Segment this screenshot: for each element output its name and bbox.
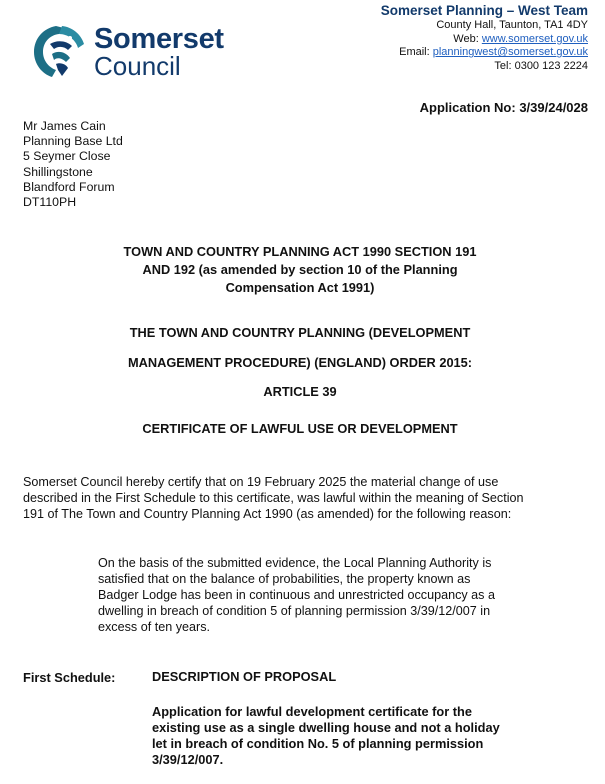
schedule-title: DESCRIPTION OF PROPOSAL: [152, 669, 337, 684]
order-heading-line2: MANAGEMENT PROCEDURE) (ENGLAND) ORDER 2015:: [127, 355, 473, 370]
telephone: Tel: 0300 123 2224: [494, 59, 588, 72]
address-line: Shillingstone: [23, 164, 93, 179]
recipient-address: [23, 119, 123, 210]
description-line: let in breach of condition No. 5 of planning permission: [152, 736, 484, 751]
paragraph-line: Somerset Council hereby certify that on 19 February 2025 the material change of use: [23, 475, 499, 489]
reason-paragraph: [98, 555, 568, 635]
paragraph-line: satisfied that on the balance of probabilities, the property known as: [98, 572, 471, 586]
paragraph-line: dwelling in breach of condition 5 of planning permission 3/39/12/007 in: [98, 604, 491, 618]
application-number: Application No: 3/39/24/028: [419, 100, 588, 115]
team-name: Somerset Planning – West Team: [380, 3, 588, 18]
paragraph-line: excess of ten years.: [98, 620, 210, 634]
certificate-heading: CERTIFICATE OF LAWFUL USE OR DEVELOPMENT: [142, 421, 458, 436]
description-line: Application for lawful development certificate for the: [152, 704, 472, 719]
order-heading-line1: THE TOWN AND COUNTRY PLANNING (DEVELOPMENT: [129, 325, 471, 340]
description-line: 3/39/12/007.: [152, 752, 224, 767]
certify-paragraph: [23, 474, 593, 522]
website-link[interactable]: www.somerset.gov.uk: [481, 32, 588, 45]
web-line: [381, 33, 588, 47]
email-line: [381, 46, 588, 60]
paragraph-line: Badger Lodge has been in continuous and unrestricted occupancy as a: [98, 588, 495, 602]
logo-wordmark-line1: Somerset: [94, 23, 224, 55]
paragraph-line: described in the First Schedule to this certificate, was lawful within the meaning of Section: [23, 491, 524, 505]
act-heading-line: AND 192 (as amended by section 10 of the Planning: [142, 262, 458, 277]
address-line: DT110PH: [23, 195, 77, 210]
first-schedule-label: First Schedule:: [23, 670, 116, 685]
address-line: Mr James Cain: [23, 119, 106, 133]
dragon-emblem-icon: [26, 22, 88, 80]
schedule-description: [152, 704, 552, 768]
act-heading: [60, 243, 540, 297]
address-line: Planning Base Ltd: [23, 134, 123, 149]
address-line: 5 Seymer Close: [23, 149, 111, 164]
paragraph-line: On the basis of the submitted evidence, the Local Planning Authority is: [98, 556, 492, 570]
web-label: Web:: [453, 32, 479, 45]
paragraph-line: 191 of The Town and Country Planning Act 1990 (as amended) for the following reason:: [23, 507, 512, 521]
somerset-council-logo: [26, 22, 246, 82]
logo-wordmark-line2: Council: [94, 51, 181, 81]
description-line: existing use as a single dwelling house and not a holiday: [152, 720, 500, 735]
article-heading: ARTICLE 39: [263, 384, 337, 399]
office-address: County Hall, Taunton, TA1 4DY: [436, 19, 588, 31]
address-line: Blandford Forum: [23, 179, 115, 194]
email-label: Email:: [399, 46, 430, 59]
contact-block: [381, 3, 588, 73]
act-heading-line: TOWN AND COUNTRY PLANNING ACT 1990 SECTION 191: [123, 244, 477, 259]
email-link[interactable]: planningwest@somerset.gov.uk: [432, 46, 588, 59]
act-heading-line: Compensation Act 1991): [225, 280, 375, 295]
